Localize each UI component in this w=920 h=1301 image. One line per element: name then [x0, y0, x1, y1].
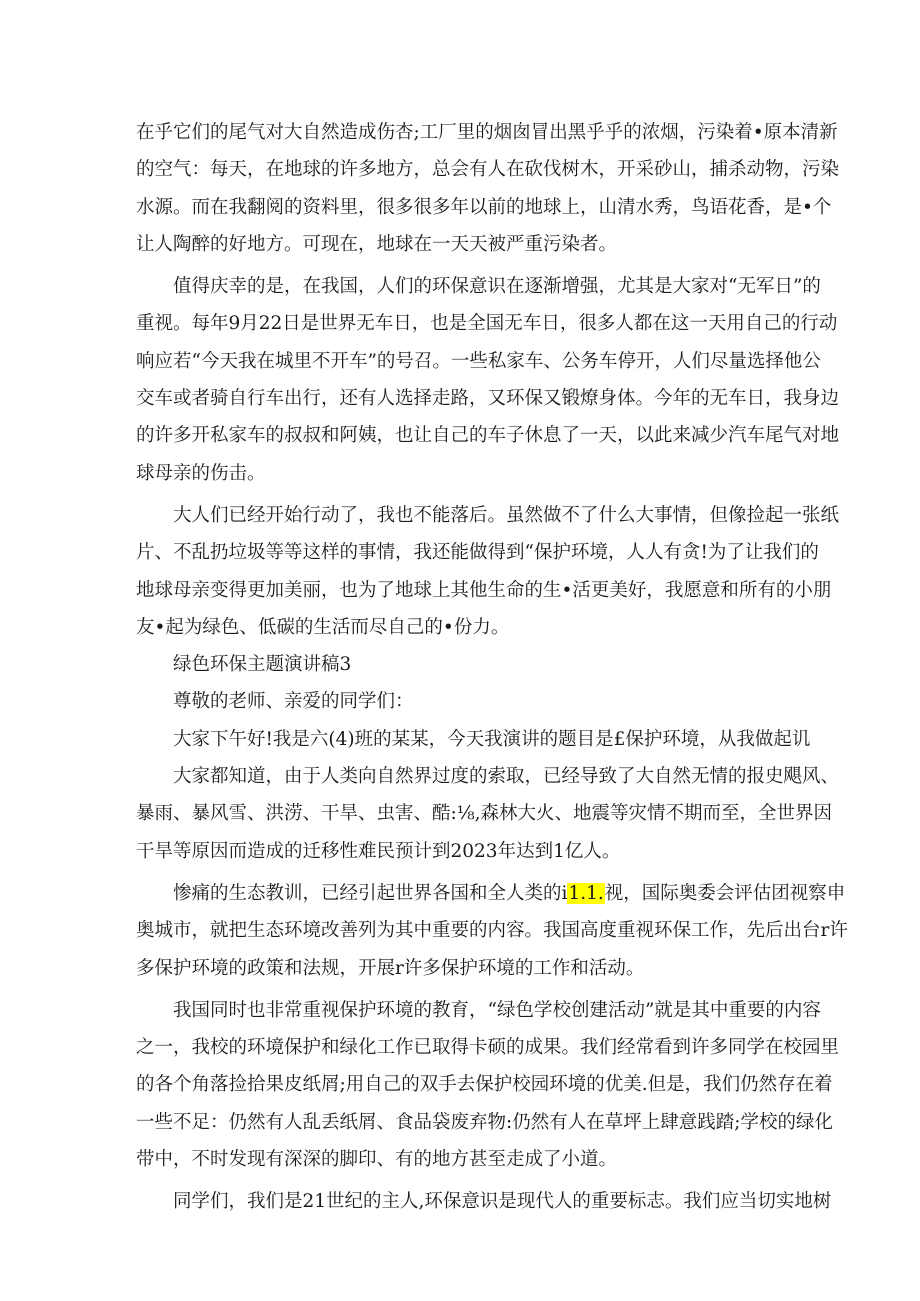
paragraph-line: 友•起为绿色、低碳的生活而尽自己的•份力。 — [136, 616, 510, 638]
paragraph-line: 一些不足：仍然有人乱丢纸屑、食品袋废弃物:仍然有人在草坪上肆意践踏;学校的绿化 — [136, 1111, 833, 1133]
paragraph-5 — [136, 875, 848, 987]
highlighted-text: 1.1. — [568, 882, 604, 904]
paragraph-line: 带中，不时发现有深深的脚印、有的地方甚至走成了小道。 — [136, 1149, 618, 1171]
greeting: 大家下午好!我是六(4)班的某某，今天我演讲的题目是£保护环境，从我做起讥 — [173, 728, 811, 750]
paragraph-7 — [136, 1183, 832, 1220]
paragraph-line: 干旱等原因而造成的迁移性难民预计到2023年达到1亿人。 — [136, 840, 621, 862]
speech-title: 绿色环保主题演讲稿3 — [173, 654, 352, 676]
paragraph-line: 奥城市，就把生态环境改善列为其中重要的内容。我国高度重视环保工作，先后出台r许 — [136, 920, 848, 942]
paragraph-6 — [136, 992, 840, 1178]
paragraph-line: 暴雨、暴风雪、洪涝、干旱、虫害、酷:⅛,森林大火、地震等灾情不期而至，全世界因 — [136, 803, 833, 825]
paragraph-line: 的各个角落捡拾果皮纸屑;用自己的双手去保护校园环境的优美.但是，我们仍然存在着 — [136, 1074, 833, 1096]
paragraph-3 — [136, 497, 840, 646]
paragraph-line — [136, 875, 846, 912]
paragraph-line: 多保护环境的政策和法规，开展r许多保护环境的工作和活动。 — [136, 957, 645, 979]
paragraph-line: 交车或者骑自行车出行，还有人选择走路，又环保又锻燎身体。今年的无车日，我身边 — [136, 388, 840, 410]
paragraph-2 — [136, 268, 840, 492]
paragraph-line: 片、不乱扔垃圾等等这样的事情，我还能做得到“保护环境，人人有贪!为了让我们的 — [136, 542, 819, 564]
document-body — [136, 114, 848, 1221]
paragraph-line: 的空气：每天，在地球的许多地方，总会有人在砍伐树木，开采砂山，捕杀动物，污染 — [136, 159, 840, 181]
salutation: 尊敬的老师、亲爱的同学们： — [173, 691, 414, 713]
paragraph-line: 响应若“今天我在城里不开车”的号召。一些私家车、公务车停开，人们尽量选择他公 — [136, 350, 821, 372]
paragraph-line: 在乎它们的尾气对大自然造成伤杏;工厂里的烟囱冒出黑乎乎的浓烟，污染着•原本清新 — [136, 122, 838, 143]
paragraph-line: 同学们，我们是21世纪的主人,环保意识是现代人的重要标志。我们应当切实地树 — [173, 1191, 832, 1213]
paragraph-line: 让人陶醉的好地方。可现在，地球在一天天被严重污染者。 — [136, 233, 618, 255]
paragraph-line: 地球母亲变得更加美丽，也为了地球上其他生命的生•活更美好，我愿意和所有的小朋 — [136, 579, 832, 601]
paragraph-4 — [136, 758, 840, 870]
paragraph-line: 重视。每年9月22日是世界无车日，也是全国无车日，很多人都在这一天用自己的行动 — [136, 313, 838, 335]
paragraph-line: 水源。而在我翻阅的资料里，很多很多年以前的地球上，山清水秀，鸟语花香，是•个 — [136, 196, 832, 218]
paragraph-line: 的许多开私家车的叔叔和阿姨，也让自己的车子休息了一天，以此来减少汽车尾气对地 — [136, 425, 840, 447]
paragraph-line: 大家都知道，由于人类向自然界过度的索取，已经导致了大自然无情的报史飓风、 — [173, 766, 840, 788]
paragraph-line: 之一，我校的环境保护和绿化工作已取得卡硕的成果。我们经常看到许多同学在校园里 — [136, 1037, 840, 1059]
paragraph-1 — [136, 114, 840, 263]
paragraph-line: 值得庆幸的是，在我国，人们的环保意识在逐渐增强，尤其是大家对“无军日”的 — [173, 276, 821, 298]
paragraph-text: 惨痛的生态教训，已经引起世界各国和全人类的i — [173, 882, 568, 904]
paragraph-text: 视，国际奥委会评估团视察申 — [604, 882, 846, 904]
paragraph-line: 球母亲的伤击。 — [136, 462, 266, 484]
paragraph-line: 我国同时也非常重视保护环境的教育，“绿色学校创建活动”就是其中重要的内容 — [173, 999, 821, 1021]
paragraph-line: 大人们已经开始行动了，我也不能落后。虽然做不了什么大事情，但像捡起一张纸 — [173, 504, 840, 526]
